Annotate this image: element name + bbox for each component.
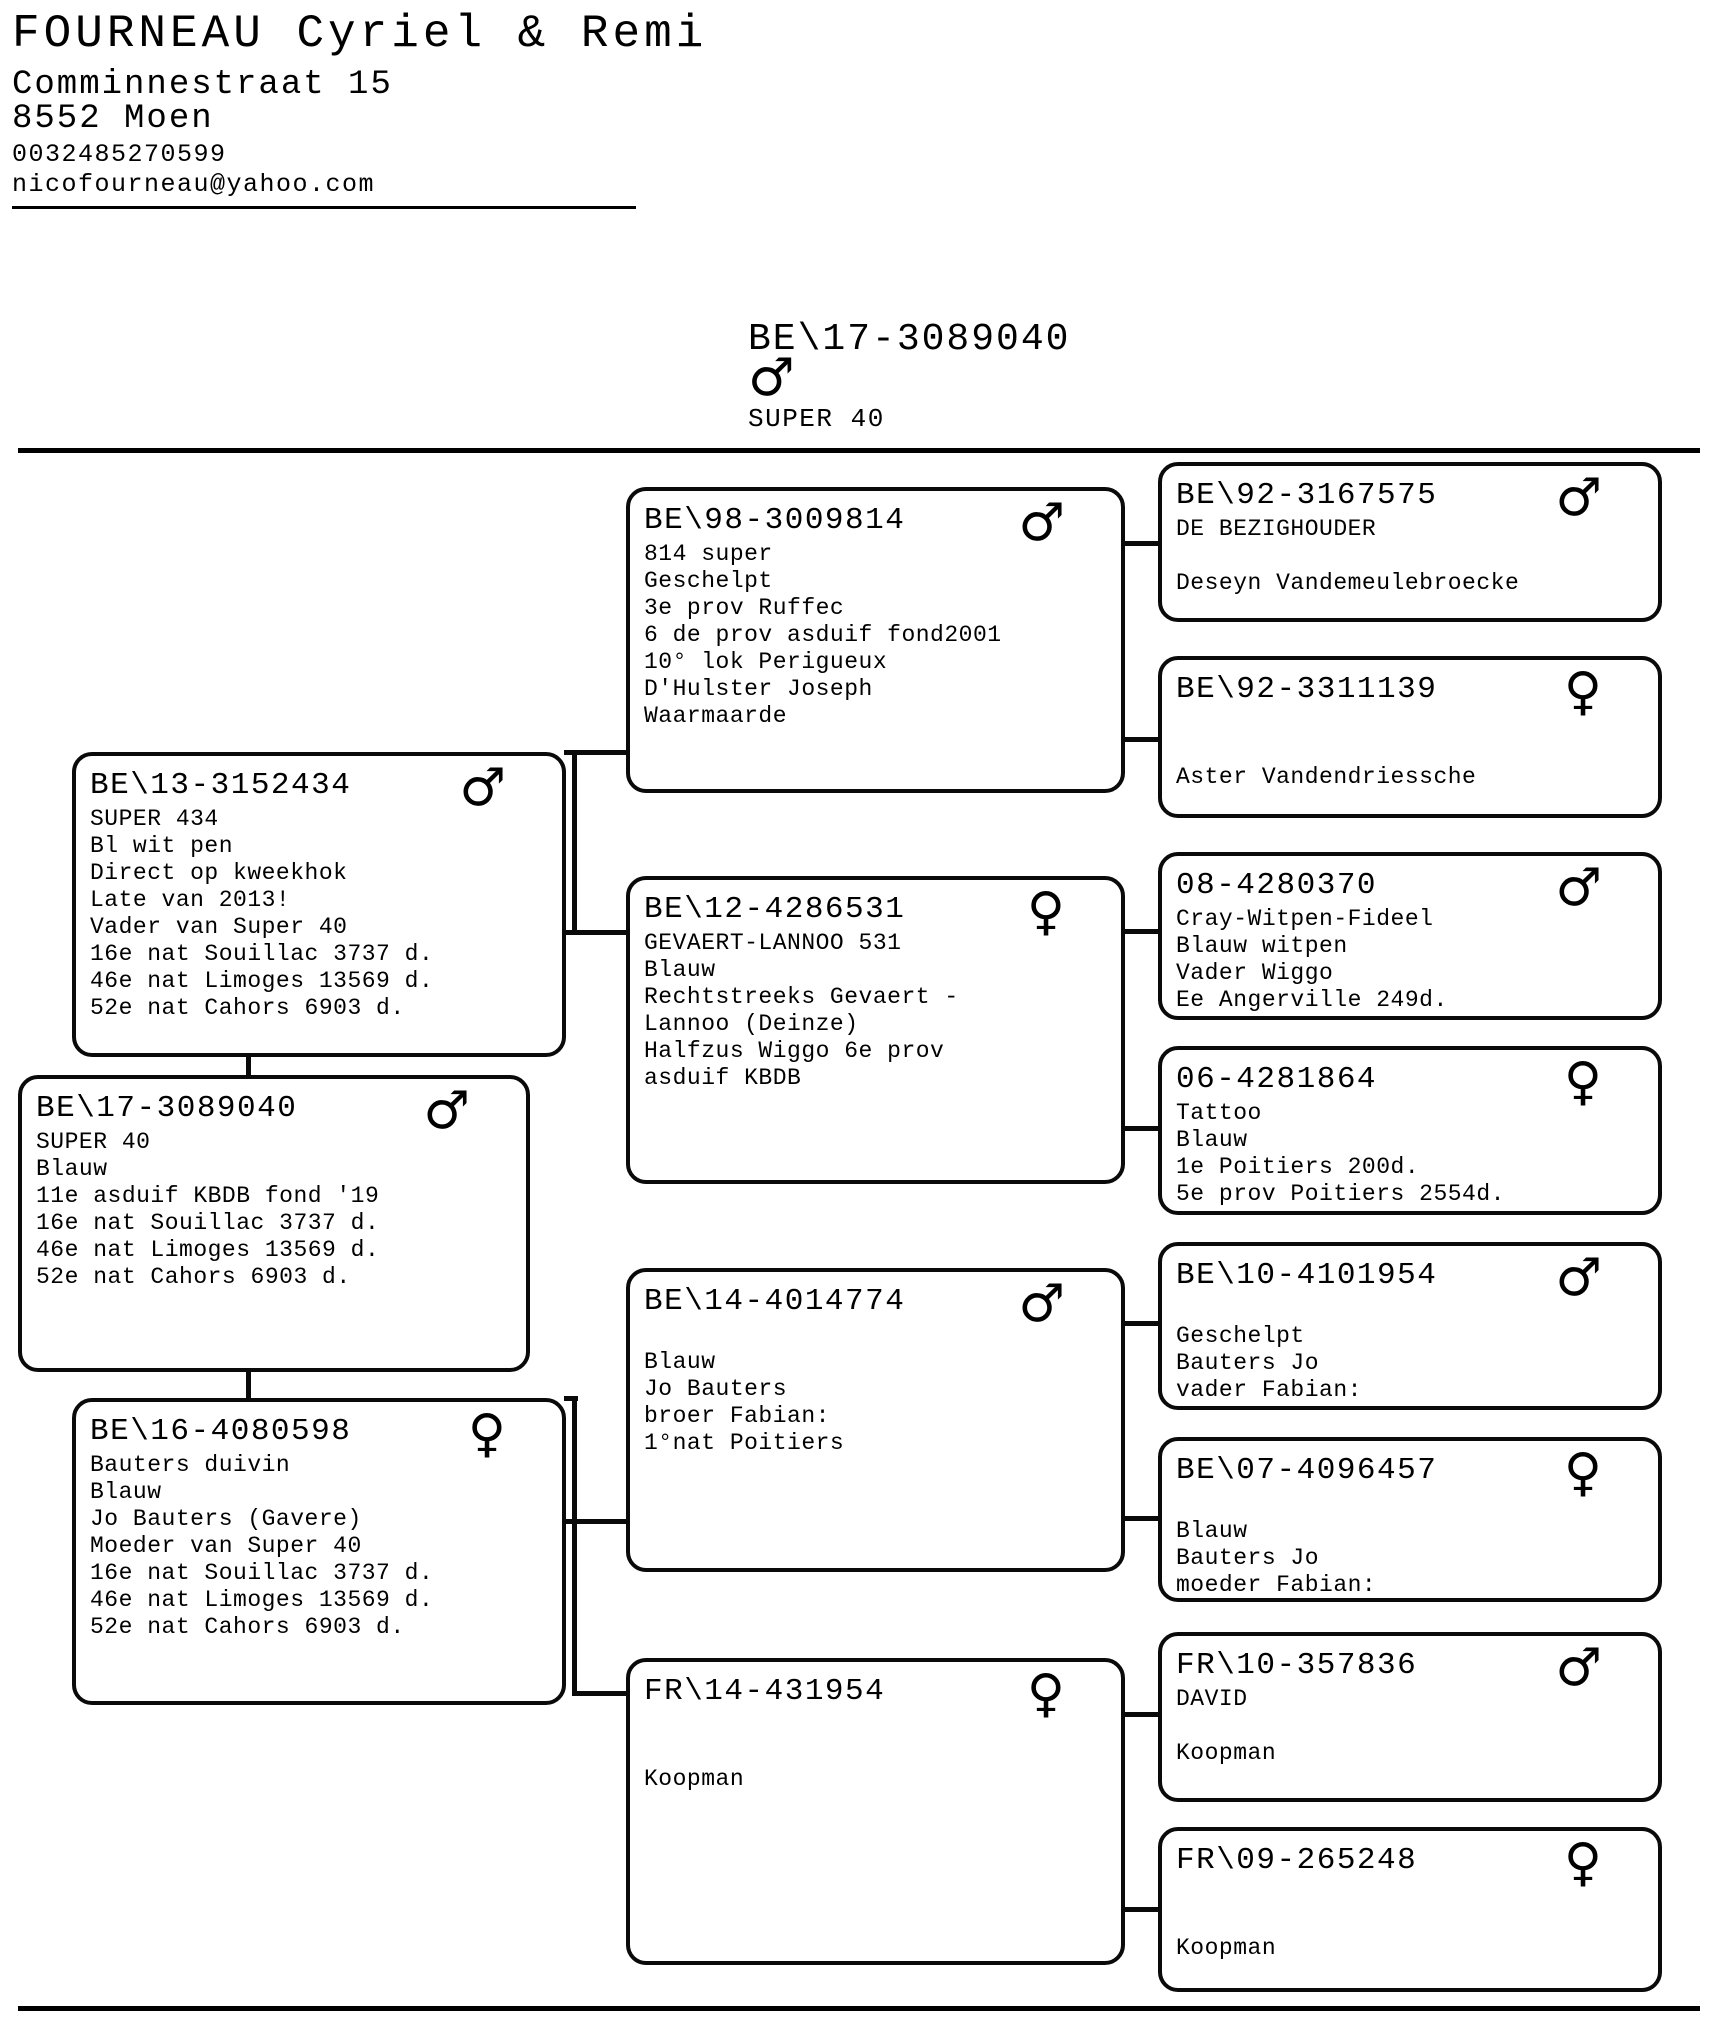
info-line: 814 super <box>644 541 773 567</box>
info-line: 46e nat Limoges 13569 d. <box>36 1237 380 1263</box>
info-line: 1°nat Poitiers <box>644 1430 845 1456</box>
box-details <box>644 930 1111 1092</box>
info-line: 3e prov Ruffec <box>644 595 845 621</box>
connector-line <box>246 1370 251 1400</box>
info-line: DAVID <box>1176 1686 1248 1712</box>
pedigree-box-sire-sire-dam <box>1158 656 1662 818</box>
info-line: Late van 2013! <box>90 887 291 913</box>
male-icon: ♂ <box>459 758 506 818</box>
info-line: 46e nat Limoges 13569 d. <box>90 1587 434 1613</box>
pedigree-box-dam-dam <box>626 1658 1125 1965</box>
info-line: Bauters Jo <box>1176 1545 1320 1571</box>
info-line: Cray-Witpen-Fideel <box>1176 906 1434 932</box>
info-line: Tattoo <box>1176 1100 1262 1126</box>
box-details <box>1176 1491 1648 1599</box>
info-line: 52e nat Cahors 6903 d. <box>90 1614 405 1640</box>
connector-line <box>1122 1516 1162 1521</box>
info-line: Bauters Jo <box>1176 1350 1320 1376</box>
ring-number: BE\92-3311139 <box>1176 672 1438 707</box>
ring-number: BE\98-3009814 <box>644 503 906 538</box>
info-line: 52e nat Cahors 6903 d. <box>90 995 405 1021</box>
ring-number: BE\17-3089040 <box>36 1091 298 1126</box>
info-line <box>1176 543 1648 570</box>
box-details <box>90 806 552 1022</box>
connector-line <box>572 1691 630 1696</box>
pedigree-box-dam <box>72 1398 566 1705</box>
info-line: 6 de prov asduif fond2001 <box>644 622 1002 648</box>
info-line: vader Fabian: <box>1176 1377 1362 1403</box>
info-line: Lannoo (Deinze) <box>644 1011 859 1037</box>
info-line: D'Hulster Joseph <box>644 676 873 702</box>
info-line: Blauw <box>36 1156 108 1182</box>
info-line: Bl wit pen <box>90 833 234 859</box>
info-line: Blauw <box>1176 1518 1248 1544</box>
ring-number: BE\13-3152434 <box>90 768 352 803</box>
box-details <box>90 1452 552 1641</box>
info-line: SUPER 434 <box>90 806 219 832</box>
info-line: 1e Poitiers 200d. <box>1176 1154 1420 1180</box>
subject-name: SUPER 40 <box>748 404 885 434</box>
connector-line <box>1122 1321 1162 1326</box>
info-line: moeder Fabian: <box>1176 1572 1377 1598</box>
info-line: Deseyn Vandemeulebroecke <box>1176 570 1520 596</box>
info-line: 46e nat Limoges 13569 d. <box>90 968 434 994</box>
female-icon: ♀ <box>1026 882 1065 942</box>
box-details <box>1176 1881 1648 1962</box>
info-line <box>1176 737 1648 764</box>
divider-rule-top <box>18 448 1700 453</box>
info-line: Blauw <box>90 1479 162 1505</box>
ring-number: FR\09-265248 <box>1176 1843 1418 1878</box>
info-line: Blauw <box>644 957 716 983</box>
info-line: 10° lok Perigueux <box>644 649 888 675</box>
info-line: 16e nat Souillac 3737 d. <box>90 1560 434 1586</box>
info-line <box>1176 1713 1648 1740</box>
info-line: Moeder van Super 40 <box>90 1533 362 1559</box>
info-line: SUPER 40 <box>36 1129 151 1155</box>
pedigree-box-dam-dam-dam <box>1158 1827 1662 1992</box>
male-icon: ♂ <box>423 1081 470 1141</box>
box-details <box>644 1322 1111 1457</box>
info-line: asduif KBDB <box>644 1065 802 1091</box>
box-details <box>644 541 1111 730</box>
ring-number: BE\92-3167575 <box>1176 478 1438 513</box>
male-icon: ♂ <box>1555 468 1602 528</box>
male-icon: ♂ <box>1018 493 1065 553</box>
info-line: Ee Angerville 249d. <box>1176 987 1448 1013</box>
info-line: Waarmaarde <box>644 703 788 729</box>
ring-number: FR\14-431954 <box>644 1674 886 1709</box>
male-icon: ♂ <box>748 348 795 408</box>
info-line: DE BEZIGHOUDER <box>1176 516 1377 542</box>
info-line: Koopman <box>1176 1740 1277 1766</box>
info-line: 5e prov Poitiers 2554d. <box>1176 1181 1505 1207</box>
connector-line <box>1122 1907 1162 1912</box>
connector-line <box>572 750 577 935</box>
connector-line <box>1122 541 1162 546</box>
letterhead-underline <box>12 206 636 209</box>
pedigree-box-dam-dam-sire <box>1158 1632 1662 1802</box>
male-icon: ♂ <box>1555 858 1602 918</box>
info-line: Jo Bauters (Gavere) <box>90 1506 362 1532</box>
box-details <box>1176 516 1648 597</box>
box-details <box>1176 710 1648 791</box>
info-line: GEVAERT-LANNOO 531 <box>644 930 902 956</box>
divider-rule-bottom <box>18 2006 1700 2011</box>
pedigree-box-sire-dam <box>626 876 1125 1184</box>
female-icon: ♀ <box>1026 1664 1065 1724</box>
connector-line <box>246 1057 251 1077</box>
connector-line <box>572 1396 577 1696</box>
pedigree-box-sire <box>72 752 566 1057</box>
connector-line <box>564 1519 630 1524</box>
female-icon: ♀ <box>1563 662 1602 722</box>
connector-line <box>1122 737 1162 742</box>
info-line: Direct op kweekhok <box>90 860 348 886</box>
breeder-phone: 0032485270599 <box>12 140 227 169</box>
info-line: 16e nat Souillac 3737 d. <box>36 1210 380 1236</box>
info-line: Bauters duivin <box>90 1452 291 1478</box>
pedigree-box-sire-dam-sire <box>1158 852 1662 1020</box>
info-line: Blauw <box>644 1349 716 1375</box>
female-icon: ♀ <box>1563 1833 1602 1893</box>
info-line: 16e nat Souillac 3737 d. <box>90 941 434 967</box>
info-line: Jo Bauters <box>644 1376 788 1402</box>
box-details <box>1176 906 1648 1014</box>
ring-number: FR\10-357836 <box>1176 1648 1418 1683</box>
female-icon: ♀ <box>1563 1052 1602 1112</box>
info-line: Aster Vandendriessche <box>1176 764 1477 790</box>
ring-number: BE\14-4014774 <box>644 1284 906 1319</box>
info-line: Rechtstreeks Gevaert - <box>644 984 959 1010</box>
box-details <box>36 1129 516 1291</box>
connector-line <box>1122 929 1162 934</box>
box-details <box>1176 1296 1648 1404</box>
info-line <box>644 1739 1111 1766</box>
pedigree-box-dam-sire-dam <box>1158 1437 1662 1602</box>
pedigree-box-subject <box>18 1075 530 1372</box>
info-line: broer Fabian: <box>644 1403 830 1429</box>
pedigree-box-sire-sire <box>626 487 1125 793</box>
pedigree-box-sire-dam-dam <box>1158 1046 1662 1215</box>
breeder-address: Comminnestraat 15 <box>12 66 393 104</box>
ring-number: BE\12-4286531 <box>644 892 906 927</box>
info-line: 52e nat Cahors 6903 d. <box>36 1264 351 1290</box>
ring-number: 08-4280370 <box>1176 868 1378 903</box>
ring-number: BE\07-4096457 <box>1176 1453 1438 1488</box>
connector-line <box>564 930 630 935</box>
male-icon: ♂ <box>1555 1248 1602 1308</box>
breeder-name: FOURNEAU Cyriel & Remi <box>12 8 708 60</box>
pedigree-box-dam-sire-sire <box>1158 1242 1662 1410</box>
box-details <box>644 1712 1111 1793</box>
ring-number: 06-4281864 <box>1176 1062 1378 1097</box>
box-details <box>1176 1100 1648 1208</box>
info-line: Blauw witpen <box>1176 933 1348 959</box>
connector-line <box>1122 1712 1162 1717</box>
info-line: Geschelpt <box>1176 1323 1305 1349</box>
info-line: Vader van Super 40 <box>90 914 348 940</box>
info-line: Koopman <box>1176 1935 1277 1961</box>
connector-line <box>1122 1126 1162 1131</box>
ring-number: BE\10-4101954 <box>1176 1258 1438 1293</box>
info-line: Blauw <box>1176 1127 1248 1153</box>
info-line <box>1176 1908 1648 1935</box>
info-line: Koopman <box>644 1766 745 1792</box>
info-line: Geschelpt <box>644 568 773 594</box>
male-icon: ♂ <box>1018 1274 1065 1334</box>
info-line: Halfzus Wiggo 6e prov <box>644 1038 945 1064</box>
breeder-city: 8552 Moen <box>12 100 214 138</box>
male-icon: ♂ <box>1555 1638 1602 1698</box>
info-line: Vader Wiggo <box>1176 960 1334 986</box>
pedigree-box-dam-sire <box>626 1268 1125 1572</box>
ring-number: BE\16-4080598 <box>90 1414 352 1449</box>
subject-ring-number: BE\17-3089040 <box>748 318 1071 361</box>
breeder-email: nicofourneau@yahoo.com <box>12 170 376 199</box>
female-icon: ♀ <box>1563 1443 1602 1503</box>
info-line: 11e asduif KBDB fond '19 <box>36 1183 380 1209</box>
box-details <box>1176 1686 1648 1767</box>
pedigree-box-sire-sire-sire <box>1158 462 1662 622</box>
female-icon: ♀ <box>467 1404 506 1464</box>
